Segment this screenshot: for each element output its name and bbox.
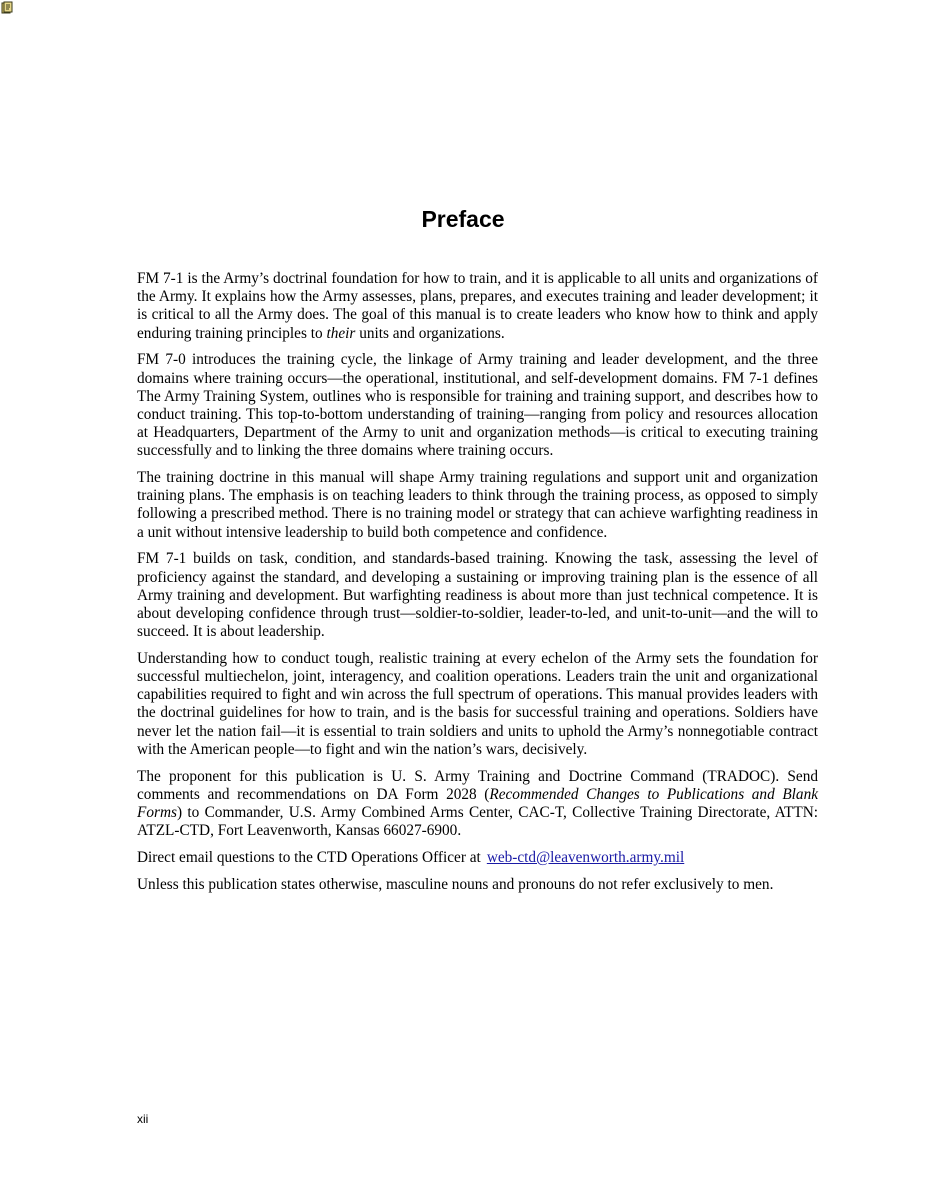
paragraph-gender-note: Unless this publication states otherwise, masculine nouns and pronouns do not refer exclusively to men. <box>137 875 774 893</box>
paragraph-training-doctrine: The training doctrine in this manual will shape Army training regulations and support unit and organization training plans. The emphasis is on teaching leaders to think through the training process, as opposed to simply following a prescribed method. There is no training model or strategy that can achieve warfighting readiness in a unit without intensive leadership to build both competence and confidence. <box>137 469 818 541</box>
form-title: Recommended Changes to Publications and Blank Forms <box>137 785 819 821</box>
paragraph-tough-training: Understanding how to conduct tough, realistic training at every echelon of the Army sets the foundation for successful multiechelon, joint, interagency, and coalition operations. Leaders train the unit and organizational capabilities required to fight and win across the full spectrum of operations. This manual provides leaders with the doctrinal guidelines for how to train, and is the basis for successful training and operations. Soldiers have never let the nation fail—it is essential to train soldiers and units to uphold the Army’s nonnegotiable contract with the American people—to fight and win the nation’s wars, decisively. <box>137 649 818 758</box>
page-title: Preface <box>421 206 505 232</box>
paragraph-email-contact: Direct email questions to the CTD Operations Officer at web-ctd@leavenworth.army.mil <box>137 848 685 866</box>
document-icon <box>1 1 13 15</box>
paragraph-training-cycle: FM 7-0 introduces the training cycle, the linkage of Army training and leader development, and the three domains where training occurs—the operational, institutional, and self-development domains. FM 7-1 defines The Army Training System, outlines who is responsible for training and training support, and describes how to conduct training. This top-to-bottom understanding of training—ranging from policy and resources allocation at Headquarters, Department of the Army to unit and organization methods—is critical to executing training successfully and to linking the three domains where training occurs. <box>137 351 818 460</box>
email-link[interactable]: web-ctd@leavenworth.army.mil <box>486 848 685 866</box>
paragraph-proponent: The proponent for this publication is U. S. Army Training and Doctrine Command (TRADOC). Send comments and recommendations on DA Form 2028 (Recommended Changes to Publications and Blank Forms) to Commander, U.S. Army Combined Arms Center, CAC-T, Collective Training Directorate, ATTN: ATZL-CTD, Fort Leavenworth, Kansas 66027-6900. <box>137 767 819 840</box>
page-number: xii <box>137 1112 149 1126</box>
emphasis-their: their <box>326 324 356 342</box>
paragraph-purpose: FM 7-1 is the Army’s doctrinal foundation for how to train, and it is applicable to all units and organizations of the Army. It explains how the Army assesses, plans, prepares, and executes training and leader development; it is critical to all the Army does. The goal of this manual is to create leaders who know how to think and apply enduring training principles to their units and organizations. <box>137 270 818 342</box>
paragraph-standards-based: FM 7-1 builds on task, condition, and standards-based training. Knowing the task, assessing the level of proficiency against the standard, and developing a sustaining or improving training plan is the essence of all Army training and development. But warfighting readiness is about more than just technical competence. It is about developing confidence through trust—soldier-to-soldier, leader-to-led, and unit-to-unit—and the will to succeed. It is about leadership. <box>137 550 818 641</box>
preface-body <box>137 270 818 902</box>
